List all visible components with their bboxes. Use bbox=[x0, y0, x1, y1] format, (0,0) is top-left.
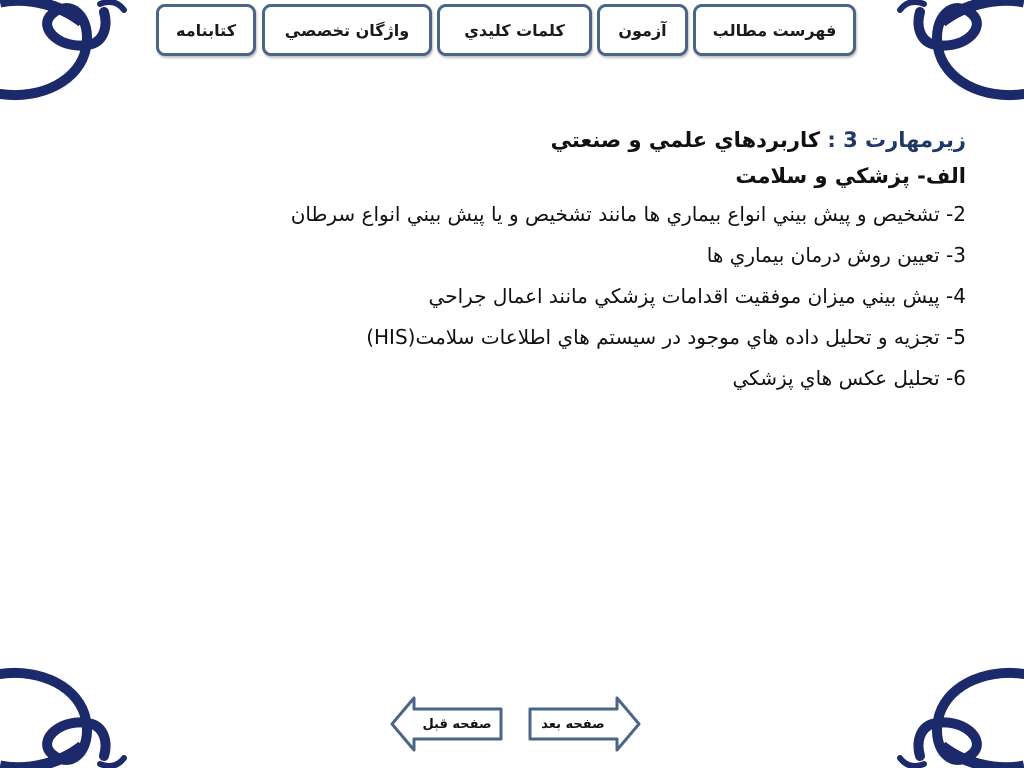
list-item: 3- تعيين روش درمان بيماري ها bbox=[706, 243, 966, 267]
section-heading bbox=[166, 122, 966, 158]
corner-ornament-bottom-left-icon bbox=[0, 658, 130, 768]
corner-ornament-bottom-right-icon bbox=[894, 658, 1024, 768]
main-content bbox=[166, 122, 966, 399]
previous-page-button[interactable] bbox=[390, 695, 505, 753]
corner-ornament-top-left-icon bbox=[0, 0, 130, 110]
table-of-contents-button[interactable]: فهرست مطالب bbox=[693, 4, 856, 56]
list-item: 4- پيش بيني ميزان موفقيت اقدامات پزشكي مانند اعمال جراحي bbox=[428, 284, 966, 308]
list-item: 2- تشخيص و پيش بيني انواع بيماري ها مانند تشخيص و يا پيش بيني انواع سرطان bbox=[290, 202, 966, 226]
exam-button[interactable]: آزمون bbox=[597, 4, 688, 56]
heading-title: کاربردهاي علمي و صنعتي bbox=[550, 128, 828, 152]
keywords-button[interactable]: كلمات كليدي bbox=[437, 4, 592, 56]
subheading: الف- پزشكي و سلامت bbox=[735, 164, 966, 188]
top-navigation bbox=[156, 4, 856, 60]
corner-ornament-top-right-icon bbox=[894, 0, 1024, 110]
library-button[interactable]: کتابنامه bbox=[156, 4, 256, 56]
list-item: 5- تجزيه و تحليل داده هاي موجود در سيستم هاي اطلاعات سلامت(HIS) bbox=[366, 325, 966, 349]
heading-prefix: زيرمهارت 3 : bbox=[827, 128, 966, 152]
next-page-label: صفحه بعد bbox=[541, 716, 605, 732]
list-item: 6- تحليل عكس هاي پزشكي bbox=[732, 366, 966, 390]
previous-page-label: صفحه قبل bbox=[422, 716, 492, 732]
page-navigation bbox=[390, 695, 640, 753]
glossary-button[interactable]: واژگان تخصصي bbox=[262, 4, 432, 56]
next-page-button[interactable] bbox=[526, 695, 641, 753]
